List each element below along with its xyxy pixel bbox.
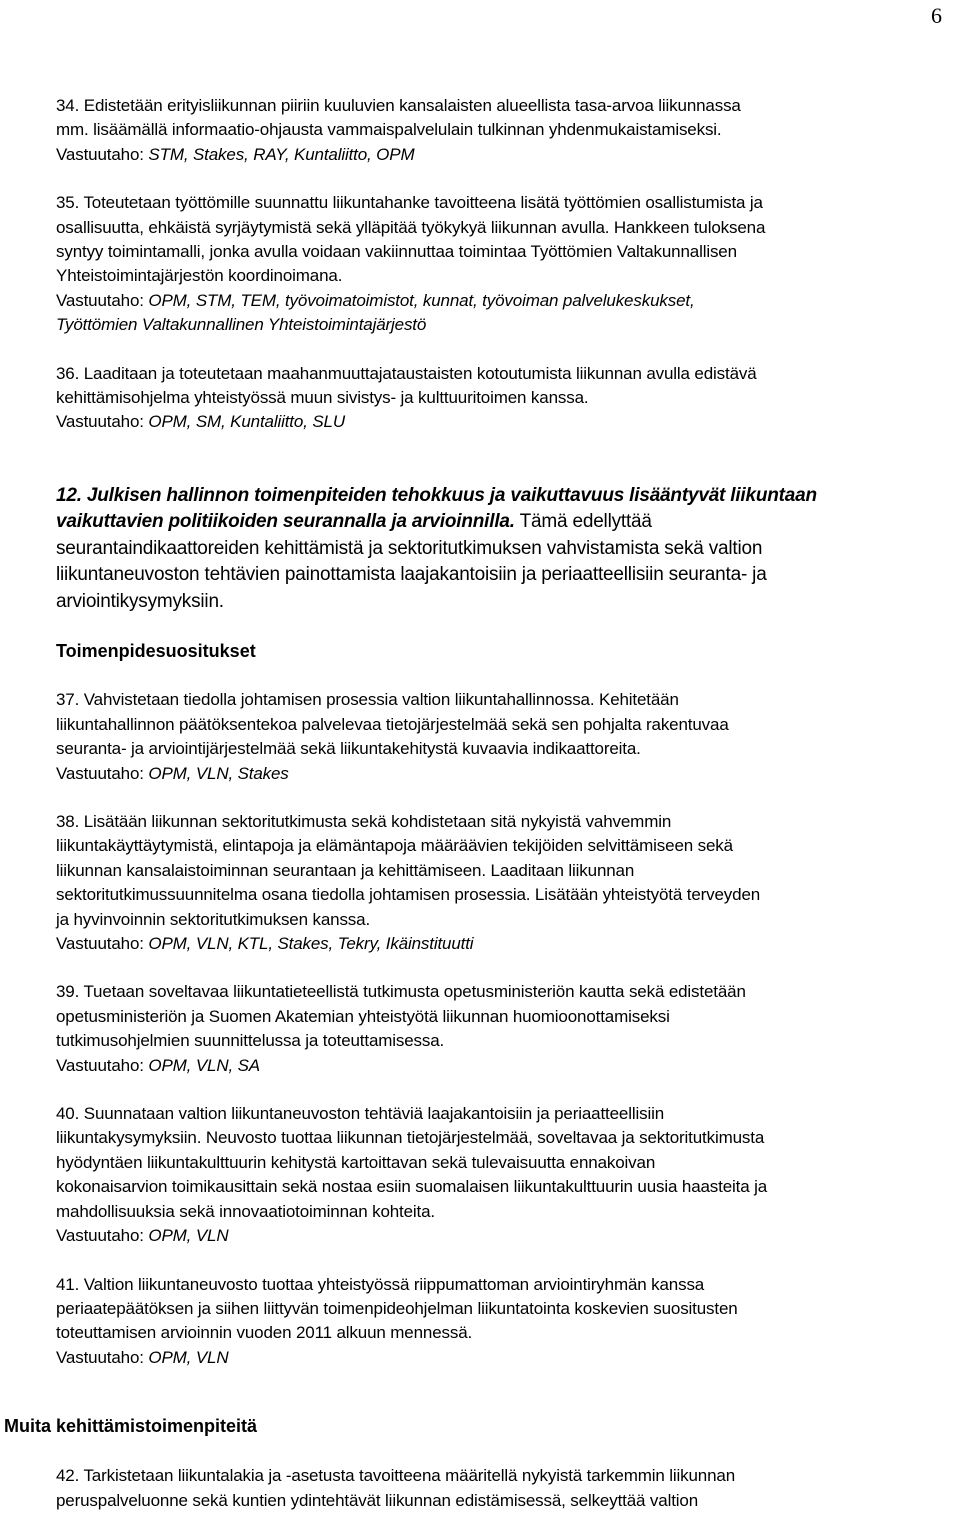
- responsible-line: [56, 143, 956, 167]
- responsible-label: Vastuutaho:: [56, 1347, 144, 1367]
- recommendation-37: [56, 688, 956, 786]
- responsible-line: [56, 289, 956, 313]
- text-line: hyödyntäen liikuntakulttuurin kehitystä kartoittavan sekä tulevaisuutta ennakoivan: [56, 1152, 656, 1172]
- text-line: 40. Suunnataan valtion liikuntaneuvoston tehtäviä laajakantoisiin ja periaatteellisiin: [56, 1104, 665, 1124]
- text-line: Yhteistoimintajärjestön koordinoimana.: [56, 266, 343, 286]
- text-line: liikuntakysymyksiin. Neuvosto tuottaa liikunnan tietojärjestelmää, soveltavaa ja sektoritutkimusta: [56, 1128, 765, 1148]
- section-12: [56, 483, 956, 616]
- responsible-parties-continued: Työttömien Valtakunnallinen Yhteistoimintajärjestö: [56, 315, 427, 335]
- section-body-line: seurantaindikaattoreiden kehittämistä ja sektoritutkimuksen vahvistamista sekä valtion: [56, 537, 763, 559]
- text-line: 41. Valtion liikuntaneuvosto tuottaa yhteistyössä riippumattoman arviointiryhmän kanssa: [56, 1274, 705, 1294]
- recommendation-34: [56, 94, 956, 167]
- text-line: tutkimusohjelmien suunnittelussa ja toteuttamisessa.: [56, 1031, 445, 1051]
- responsible-label: Vastuutaho:: [56, 1226, 144, 1246]
- text-line: periaatepäätöksen ja siihen liittyvän toimenpideohjelman liikuntatointa koskevien suositusten: [56, 1298, 738, 1318]
- responsible-line: [56, 1054, 956, 1078]
- text-line: mm. lisäämällä informaatio-ohjausta vammaispalvelulain tulkinnan yhdenmukaistamiseksi.: [56, 120, 722, 140]
- responsible-label: Vastuutaho:: [56, 934, 144, 954]
- text-line: sektoritutkimussuunnitelma osana tiedolla johtamisen prosessia. Lisätään yhteistyötä terveyden: [56, 885, 761, 905]
- responsible-line: [56, 762, 956, 786]
- page-number: 6: [931, 3, 942, 28]
- text-line: kehittämisohjelma yhteistyössä muun sivistys- ja kulttuuritoimen kanssa.: [56, 388, 589, 408]
- responsible-parties: OPM, VLN, KTL, Stakes, Tekry, Ikäinstituutti: [143, 934, 474, 954]
- section-body-line: arviointikysymyksiin.: [56, 590, 224, 612]
- responsible-label: Vastuutaho:: [56, 412, 144, 432]
- recommendation-35: [56, 191, 956, 337]
- responsible-label: Vastuutaho:: [56, 1055, 144, 1075]
- recommendation-42: [56, 1464, 956, 1513]
- section-body-start: Tämä edellyttää: [514, 511, 652, 533]
- text-line: ja hyvinvoinnin sektoritutkimuksen kanssa.: [56, 909, 371, 929]
- text-line: 38. Lisätään liikunnan sektoritutkimusta sekä kohdistetaan sitä nykyistä vahvemmin: [56, 812, 672, 831]
- responsible-parties: OPM, VLN, Stakes: [143, 763, 289, 783]
- heading-other-measures: Muita kehittämistoimenpiteitä: [4, 1416, 258, 1437]
- responsible-parties: OPM, VLN: [143, 1347, 229, 1367]
- responsible-line: [56, 1346, 956, 1370]
- section-title-line: vaikuttavien politiikoiden seurannalla ja arvioinnilla.: [56, 511, 515, 533]
- text-line: syntyy toimintamalli, jonka avulla voidaan vakiinnuttaa toimintaa Työttömien Valtakunnallisen: [56, 242, 737, 262]
- text-line: liikuntahallinnon päätöksentekoa palvelevaa tietojärjestelmää sekä sen pohjalta rakentuvaa: [56, 714, 729, 734]
- recommendation-39: [56, 980, 956, 1078]
- responsible-line: [56, 1224, 956, 1248]
- heading-recommendations: Toimenpidesuositukset: [56, 641, 256, 662]
- text-line: opetusministeriön ja Suomen Akatemian yhteistyötä liikunnan huomioonottamiseksi: [56, 1006, 670, 1026]
- text-line: liikunnan kansalaistoiminnan seurantaan ja kehittämiseen. Laaditaan liikunnan: [56, 860, 635, 880]
- text-line: 37. Vahvistetaan tiedolla johtamisen prosessia valtion liikuntahallinnossa. Kehitetään: [56, 690, 679, 710]
- recommendation-41: [56, 1273, 956, 1371]
- section-line: [56, 509, 956, 536]
- responsible-parties: OPM, VLN, SA: [143, 1055, 260, 1075]
- responsible-parties: OPM, SM, Kuntaliitto, SLU: [143, 412, 345, 432]
- text-line: 39. Tuetaan soveltavaa liikuntatieteellistä tutkimusta opetusministeriön kautta sekä edistetään: [56, 982, 746, 1002]
- responsible-label: Vastuutaho:: [56, 763, 144, 783]
- text-line: peruspalveluonne sekä kuntien ydintehtävät liikunnan edistämisessä, selkeyttää valtion: [56, 1490, 698, 1510]
- text-line: osallisuutta, ehkäistä syrjäytymistä sekä ylläpitää työkykyä liikunnan avulla. Hankkeen tuloksena: [56, 217, 766, 237]
- section-body-line: liikuntaneuvoston tehtävien painottamista laajakantoisiin ja periaatteellisiin seuranta- ja: [56, 564, 767, 586]
- text-line: 36. Laaditaan ja toteutetaan maahanmuuttajataustaisten kotoutumista liikunnan avulla edistävä: [56, 363, 757, 383]
- responsible-parties: OPM, STM, TEM, työvoimatoimistot, kunnat, työvoiman palvelukeskukset,: [143, 290, 695, 310]
- recommendation-40: [56, 1102, 956, 1248]
- responsible-parties: STM, Stakes, RAY, Kuntaliitto, OPM: [143, 144, 415, 164]
- text-line: 34. Edistetään erityisliikunnan piiriin kuuluvien kansalaisten alueellista tasa-arvoa liikunnassa: [56, 96, 741, 115]
- section-title-line: 12. Julkisen hallinnon toimenpiteiden tehokkuus ja vaikuttavuus lisääntyvät liikuntaan: [56, 484, 817, 506]
- text-line: mahdollisuuksia sekä innovaatiotoiminnan kohteita.: [56, 1201, 436, 1221]
- responsible-line: [56, 932, 956, 956]
- text-line: liikuntakäyttäytymistä, elintapoja ja elämäntapoja määräävien tekijöiden selvittämiseen sekä: [56, 836, 733, 856]
- text-line: kokonaisarvion toimikausittain sekä nostaa esiin suomalaisen liikuntakulttuurin uusia haasteita ja: [56, 1177, 768, 1197]
- responsible-label: Vastuutaho:: [56, 290, 144, 310]
- responsible-parties: OPM, VLN: [143, 1226, 229, 1246]
- text-line: toteuttamisen arvioinnin vuoden 2011 alkuun mennessä.: [56, 1323, 473, 1343]
- recommendation-38: [56, 810, 956, 956]
- text-line: seuranta- ja arviointijärjestelmää sekä liikuntakehitystä kuvaavia indikaattoreita.: [56, 739, 641, 759]
- responsible-line: [56, 410, 956, 434]
- document-body: [4, 94, 956, 1513]
- recommendation-36: [56, 362, 956, 435]
- text-line: 35. Toteutetaan työttömille suunnattu liikuntahanke tavoitteena lisätä työttömien osallistumista ja: [56, 193, 763, 213]
- responsible-label: Vastuutaho:: [56, 144, 144, 164]
- text-line: 42. Tarkistetaan liikuntalakia ja -asetusta tavoitteena määritellä nykyistä tarkemmin liikunnan: [56, 1466, 736, 1486]
